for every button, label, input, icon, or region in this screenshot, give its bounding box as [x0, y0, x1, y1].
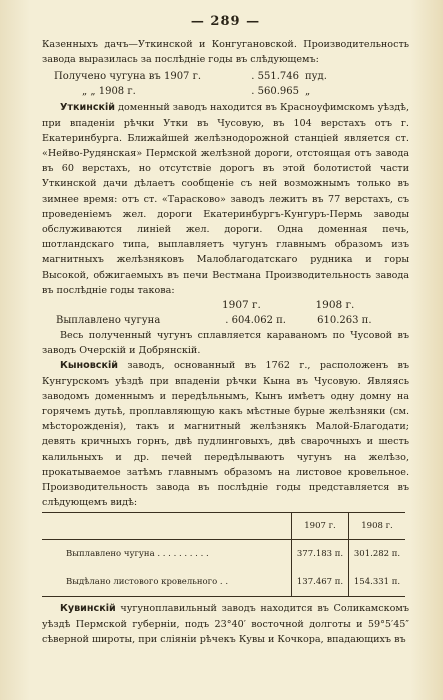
table-header-empty: [42, 513, 292, 540]
row-value: . 551.746: [251, 71, 299, 83]
year-label: 1908 г.: [315, 299, 355, 312]
factory-name: Кыновскій: [60, 360, 119, 372]
paragraph-intro: Казенныхъ дачъ—Уткинской и Конгугановской. Производительность завода выразилась за послѣдніе годы въ слѣдующемъ:: [42, 39, 409, 66]
paragraph-kynovsky: [42, 358, 409, 510]
table-row: [42, 568, 405, 597]
factory-name: Кувинскій: [60, 603, 116, 615]
year-label: 1907 г.: [222, 299, 261, 312]
table-cell: 377.183 п.: [292, 540, 349, 569]
table-header-cell: 1907 г.: [292, 513, 349, 540]
paragraph-text: доменный заводъ находится въ Красноуфимскомъ уѣздѣ, при впаденіи рѣчки Утки въ Чусовую, въ 104 верстахъ отъ г. Екатеринбурга. Ближайшей желѣзнодорожной станціей является ст. «Нейво-Рудянская» Пермской желѣзной дороги, отстоящая отъ завода въ 60 верстахъ, но отсутствіе дорогъ въ этой болотистой части Уткинской дачи дѣлаетъ сообщеніе съ ней возможнымъ только въ зимнее время: отъ ст. «Тарасково» заводъ лежитъ въ 77 верстахъ, съ проведеніемъ жел. дороги Екатеринбургъ-Кунгуръ-Пермь заводы обслуживаются линіей жел. дороги. Одна доменная печь, шотландскаго типа, выплавляетъ чугунъ главнымъ образомъ изъ магнитныхъ желѣзняковъ Малоблагодатскаго рудника и горы Высокой, обжигаемыхъ въ печи Вестмана Производительность завода въ послѣдніе годы такова:: [42, 102, 409, 296]
paragraph-caravan: Весь полученный чугунъ сплавляется караваномъ по Чусовой въ заводъ Очерскій и Добрянскій.: [42, 330, 409, 357]
row-label: Выплавлено чугуна: [56, 315, 161, 327]
production-row: [42, 69, 409, 84]
row-unit: „: [305, 86, 311, 98]
table-cell: 154.331 п.: [349, 568, 406, 597]
table-row: [42, 540, 405, 569]
page-number: — 289 —: [190, 14, 261, 29]
paragraph-utkinsky: [42, 100, 409, 298]
table-header-row: [42, 513, 405, 540]
row-label: Получено чугуна въ 1907 г.: [54, 71, 202, 83]
table-row-label: Выдѣлано листового кровельного . .: [42, 568, 292, 597]
table-cell: 137.467 п.: [292, 568, 349, 597]
row-label: „ „ 1908 г.: [82, 86, 136, 98]
production-row: [42, 84, 409, 99]
table-cell: 301.282 п.: [349, 540, 406, 569]
row-value: . 560.965: [251, 86, 299, 98]
row-value: 610.263 п.: [317, 315, 372, 327]
production-row: [42, 313, 409, 328]
year-header: [222, 298, 409, 313]
row-value: . 604.062 п.: [225, 315, 286, 327]
production-table: [42, 512, 405, 597]
paragraph-kuvinsky: [42, 601, 409, 647]
paragraph-text: чугуноплавильный заводъ находится въ Соликамскомъ уѣздѣ Пермской губерніи, подъ 23°40′ восточной долготы и 59°5′45″ сѣверной широты, при сліяніи рѣчекъ Кувы и Кочкора, впадающихъ въ: [42, 603, 409, 645]
table-header-cell: 1908 г.: [349, 513, 406, 540]
production-list-utka: [42, 69, 409, 99]
table-row-label: Выплавлено чугуна . . . . . . . . . .: [66, 549, 209, 560]
factory-name: Уткинскій: [60, 102, 116, 114]
paragraph-text: заводъ, основанный въ 1762 г., расположенъ въ Кунгурскомъ уѣздѣ при впаденіи рѣчки Кына въ Чусовую. Являясь заводомъ доменнымъ и передѣльнымъ, Кынъ имѣетъ одну домну на горячемъ дутьѣ, проплавляющую какъ мѣстные бурые желѣзняки (см. мѣсторожденія), такъ и магнитный желѣзнякъ Малой-Благодати; девять кричныхъ горнъ, двѣ пудлинговыхъ, двѣ сварочныхъ и шесть калильныхъ и др. печей передѣлываютъ чугунъ на желѣзо, прокатываемое затѣмъ главнымъ образомъ на листовое кровельное. Производительность завода въ послѣдніе годы представляется въ слѣдующемъ видѣ:: [42, 360, 409, 509]
row-unit: пуд.: [305, 71, 327, 83]
